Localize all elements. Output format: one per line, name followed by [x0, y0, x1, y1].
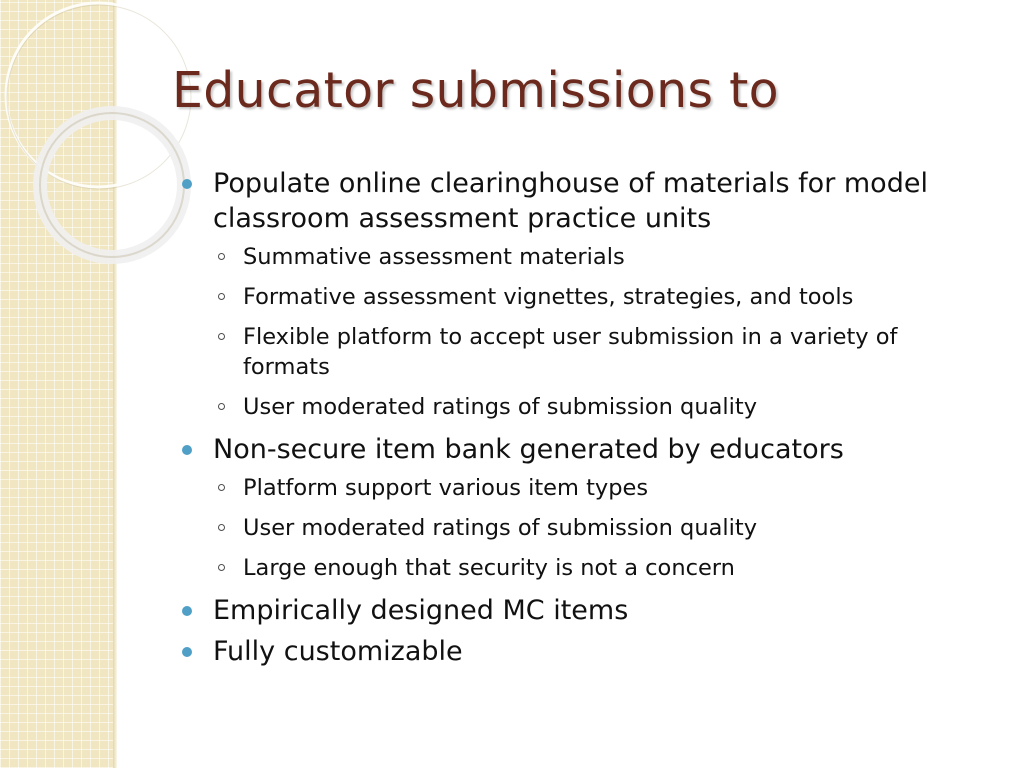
- sub-bullet-ring-icon: [218, 253, 225, 260]
- bullet-dot-icon: [182, 179, 192, 189]
- bullet-dot-icon: [182, 606, 192, 616]
- sub-bullet-item: [180, 392, 980, 422]
- sub-bullet-ring-icon: [218, 403, 225, 410]
- decorative-side-panel: [0, 0, 113, 768]
- bullet-text: Empirically designed MC items: [213, 595, 629, 626]
- sub-bullet-text: Platform support various item types: [243, 475, 649, 501]
- sub-bullet-item: [180, 322, 980, 382]
- bullet-list: [180, 166, 980, 675]
- sub-bullet-item: [180, 242, 980, 272]
- sub-bullet-text: User moderated ratings of submission quality: [243, 394, 758, 420]
- bullet-item: [180, 593, 980, 628]
- bullet-dot-icon: [182, 445, 192, 455]
- bullet-text: Fully customizable: [213, 636, 463, 667]
- sub-bullet-text: Summative assessment materials: [243, 244, 625, 270]
- sub-bullet-item: [180, 513, 980, 543]
- sub-bullet-item: [180, 473, 980, 503]
- bullet-item: [180, 166, 980, 236]
- sub-bullet-ring-icon: [218, 333, 225, 340]
- sub-bullet-text: User moderated ratings of submission quality: [243, 515, 758, 541]
- sub-bullet-text: Flexible platform to accept user submission in a variety of formats: [243, 324, 898, 380]
- bullet-item: [180, 432, 980, 467]
- slide-title: Educator submissions to: [172, 62, 779, 119]
- sub-bullet-text: Formative assessment vignettes, strategies, and tools: [243, 284, 854, 310]
- sub-bullet-ring-icon: [218, 524, 225, 531]
- sub-bullet-text: Large enough that security is not a concern: [243, 555, 735, 581]
- sub-bullet-item: [180, 553, 980, 583]
- bullet-item: [180, 634, 980, 669]
- bullet-dot-icon: [182, 647, 192, 657]
- bullet-text: Populate online clearinghouse of materials for model classroom assessment practice units: [213, 168, 928, 234]
- side-panel-edge: [113, 0, 117, 768]
- sub-bullet-ring-icon: [218, 293, 225, 300]
- sub-bullet-item: [180, 282, 980, 312]
- bullet-text: Non-secure item bank generated by educators: [213, 434, 844, 465]
- sub-bullet-ring-icon: [218, 564, 225, 571]
- sub-bullet-ring-icon: [218, 484, 225, 491]
